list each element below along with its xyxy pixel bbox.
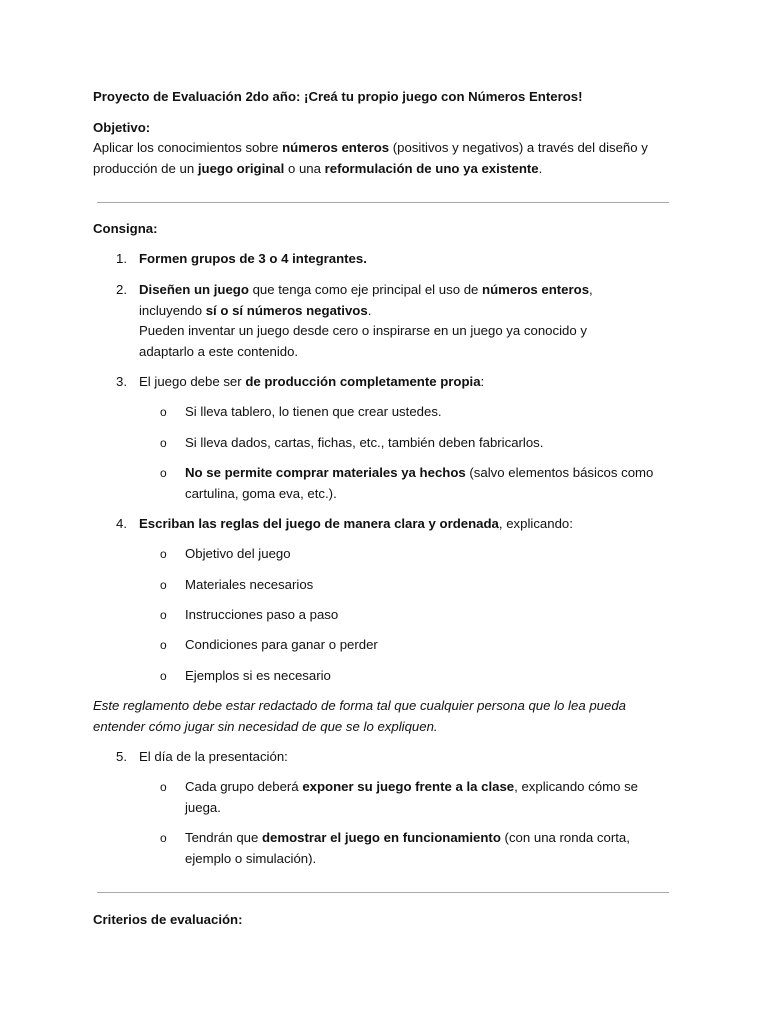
bullet-marker: o	[160, 547, 167, 561]
item-4-sub-3: Instrucciones paso a paso	[185, 607, 339, 622]
divider-top	[97, 202, 669, 203]
item-3-sub-3-text: (salvo elementos básicos como cartulina, goma eva, etc.).	[185, 465, 654, 501]
objetivo-bold-juego-original: juego original	[197, 160, 285, 176]
bullet-marker: o	[160, 466, 167, 480]
bullet-marker: o	[160, 405, 167, 419]
item-1-text: Formen grupos de 3 o 4 integrantes.	[139, 251, 367, 266]
document-title: Proyecto de Evaluación 2do año: ¡Creá tu propio juego con Números Enteros!	[93, 89, 583, 104]
objetivo-text-part: .	[538, 160, 543, 176]
item-5-sub-1-bold: exponer su juego frente a la clase	[302, 779, 515, 794]
objetivo-bold-numeros-enteros: números enteros	[282, 140, 390, 155]
bullet-marker: o	[160, 436, 167, 450]
item-5-sub-2-text: (con una ronda corta, ejemplo o simulación).	[185, 830, 630, 866]
objetivo-text-part: (positivos y negativos) a través del diseño y producción de un	[93, 140, 648, 176]
item-2-subtext: Pueden inventar un juego desde cero o inspirarse en un juego ya conocido y adaptarlo a este contenido.	[139, 323, 587, 359]
item-4-sub-5: Ejemplos si es necesario	[185, 668, 331, 683]
item-5-sub-2	[185, 828, 675, 869]
item-2-text-part: que tenga como eje principal el uso de	[248, 282, 483, 297]
item-3-bold-produccion: de producción completamente propia	[245, 374, 481, 389]
item-5-sub-1-text: , explicando cómo se juega.	[185, 779, 639, 815]
item-5-sub-2-bold: demostrar el juego en funcionamiento	[262, 830, 501, 845]
item-5-text: El día de la presentación:	[139, 749, 288, 764]
item-4-sub-1: Objetivo del juego	[185, 546, 291, 561]
item-3-text-part: El juego debe ser	[139, 374, 246, 389]
criterios-heading: Criterios de evaluación:	[93, 912, 243, 927]
consigna-heading: Consigna:	[93, 221, 158, 236]
reglamento-note: Este reglamento debe estar redactado de forma tal que cualquier persona que lo lea pueda entender cómo jugar sin necesidad de que se lo expliquen.	[93, 698, 626, 734]
item-2-number: 2.	[116, 282, 127, 297]
item-2-bold-negativos: sí o sí números negativos	[205, 302, 368, 318]
item-5-sub-1	[185, 777, 663, 818]
objetivo-text-part: Aplicar los conocimientos sobre	[93, 140, 283, 155]
item-3-sub-3-bold: No se permite comprar materiales ya hechos	[185, 465, 466, 480]
item-3-text	[139, 372, 679, 393]
item-2-bold-numeros-enteros: números enteros	[482, 282, 590, 297]
bullet-marker: o	[160, 578, 167, 592]
item-4-sub-4: Condiciones para ganar o perder	[185, 637, 378, 652]
item-4-text-part: , explicando:	[498, 516, 573, 531]
bullet-marker: o	[160, 780, 167, 794]
item-2-text-part: .	[367, 302, 372, 318]
item-5-number: 5.	[116, 749, 127, 764]
item-4-bold-reglas: Escriban las reglas del juego de manera clara y ordenada	[139, 516, 499, 531]
item-2-text-part: , incluyendo	[139, 282, 593, 318]
item-3-sub-2: Si lleva dados, cartas, fichas, etc., también deben fabricarlos.	[185, 435, 544, 450]
item-3-sub-1: Si lleva tablero, lo tienen que crear ustedes.	[185, 404, 442, 419]
item-5-sub-2-text: Tendrán que	[185, 830, 262, 845]
bullet-marker: o	[160, 608, 167, 622]
divider-bottom	[97, 892, 669, 893]
item-5-sub-1-text: Cada grupo deberá	[185, 779, 303, 794]
objetivo-heading: Objetivo:	[93, 120, 151, 135]
bullet-marker: o	[160, 831, 167, 845]
item-2-text	[139, 280, 639, 321]
item-3-text-part: :	[480, 374, 485, 389]
item-3-number: 3.	[116, 374, 127, 389]
item-4-number: 4.	[116, 516, 127, 531]
objetivo-text	[93, 138, 673, 179]
item-4-sub-2: Materiales necesarios	[185, 577, 314, 592]
item-1-number: 1.	[116, 251, 127, 266]
objetivo-text-part: o una	[284, 160, 325, 176]
objetivo-bold-reformulacion: reformulación de uno ya existente	[324, 160, 539, 176]
bullet-marker: o	[160, 669, 167, 683]
bullet-marker: o	[160, 638, 167, 652]
item-4-text	[139, 514, 679, 535]
item-2-bold-disenen: Diseñen un juego	[139, 282, 249, 297]
item-3-sub-3	[185, 463, 675, 504]
